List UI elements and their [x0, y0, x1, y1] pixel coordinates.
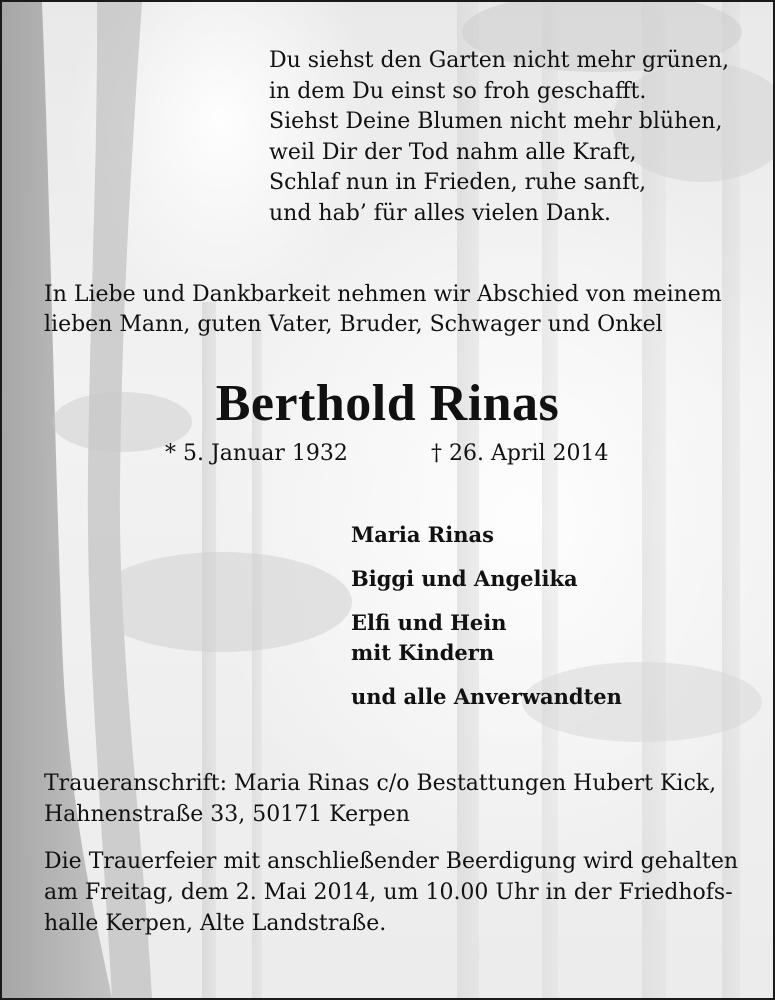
mourner-line: Maria Rinas — [351, 522, 494, 547]
mourner-line: Biggi und Angelika — [351, 566, 578, 591]
farewell-intro — [44, 280, 744, 340]
mourner-group — [351, 682, 622, 712]
address-line: Traueranschrift: Maria Rinas c/o Bestattungen Hubert Kick, — [44, 771, 717, 796]
mourner-line: Elfi und Hein — [351, 610, 507, 635]
poem — [269, 46, 729, 229]
deceased-name: Berthold Rinas — [215, 375, 560, 432]
poem-line: weil Dir der Tod nahm alle Kraft, — [269, 139, 637, 165]
ceremony-line: halle Kerpen, Alte Landstraße. — [44, 911, 387, 936]
ceremony-line: Die Trauerfeier mit anschließender Beerdigung wird gehalten — [44, 849, 739, 874]
funeral-ceremony-info — [44, 846, 738, 939]
poem-line: Du siehst den Garten nicht mehr grünen, — [269, 48, 730, 73]
ceremony-line: am Freitag, dem 2. Mai 2014, um 10.00 Uhr in der Friedhofs- — [44, 880, 733, 905]
poem-line: Schlaf nun in Frieden, ruhe sanft, — [269, 170, 647, 195]
mourners-list — [351, 520, 622, 726]
mourner-line: mit Kindern — [351, 640, 495, 665]
mourning-address — [44, 768, 716, 830]
obituary-content — [2, 2, 773, 998]
intro-line: lieben Mann, guten Vater, Bruder, Schwager und Onkel — [44, 312, 663, 337]
address-line: Hahnenstraße 33, 50171 Kerpen — [44, 802, 410, 827]
poem-line: in dem Du einst so froh geschafft. — [269, 78, 647, 104]
mourner-group — [351, 520, 622, 550]
death-date: † 26. April 2014 — [431, 441, 609, 466]
poem-line: und hab’ für alles vielen Dank. — [269, 200, 612, 226]
birth-date: * 5. Januar 1932 — [165, 441, 348, 466]
life-dates — [165, 440, 609, 468]
mourner-group — [351, 608, 622, 668]
mourner-line: und alle Anverwandten — [351, 684, 622, 709]
intro-line: In Liebe und Dankbarkeit nehmen wir Abschied von meinem — [44, 282, 722, 307]
mourner-group — [351, 564, 622, 594]
poem-line: Siehst Deine Blumen nicht mehr blühen, — [269, 109, 723, 134]
